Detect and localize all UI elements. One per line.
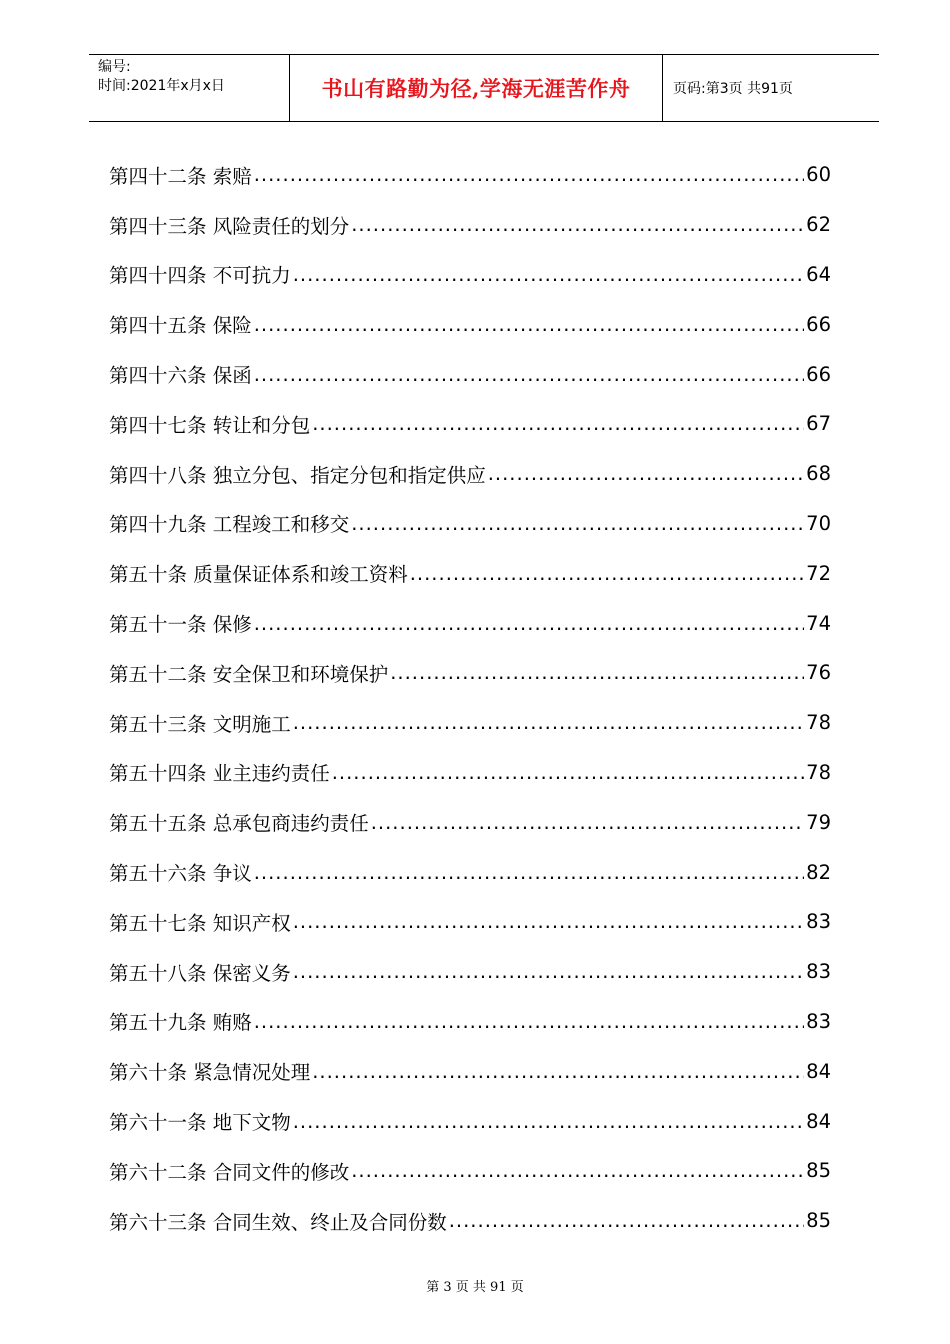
toc-dot-leader (351, 1159, 804, 1182)
header-page-info: 页码:第3页 共91页 (673, 81, 793, 97)
toc-dot-leader (351, 512, 804, 535)
toc-entry[interactable] (109, 399, 831, 449)
toc-entry-page: 72 (806, 561, 831, 585)
toc-entry-page: 82 (806, 860, 831, 884)
toc-dot-leader (312, 1060, 804, 1083)
toc-dot-leader (254, 861, 804, 884)
toc-entry-title: 第五十一条 保修 (109, 613, 252, 637)
toc-entry-title: 第六十一条 地下文物 (109, 1111, 291, 1135)
toc-entry-page: 85 (806, 1159, 831, 1183)
toc-entry[interactable] (109, 748, 831, 798)
toc-entry-page: 78 (806, 711, 831, 735)
toc-entry[interactable] (109, 499, 831, 549)
toc-dot-leader (293, 960, 804, 983)
toc-entry[interactable] (109, 1146, 831, 1196)
toc-entry-title: 第六十二条 合同文件的修改 (109, 1160, 350, 1184)
table-of-contents (109, 150, 831, 1246)
toc-entry-page: 83 (806, 910, 831, 934)
toc-dot-leader (254, 363, 804, 386)
toc-entry[interactable] (109, 698, 831, 748)
toc-entry[interactable] (109, 847, 831, 897)
toc-entry[interactable] (109, 997, 831, 1047)
toc-entry-page: 74 (806, 611, 831, 635)
toc-entry[interactable] (109, 648, 831, 698)
toc-dot-leader (449, 1209, 804, 1232)
page-header (89, 54, 879, 122)
toc-entry-title: 第六十条 紧急情况处理 (109, 1061, 311, 1085)
toc-entry-page: 84 (806, 1109, 831, 1133)
toc-entry[interactable] (109, 299, 831, 349)
toc-entry-title: 第五十四条 业主违约责任 (109, 762, 330, 786)
toc-entry[interactable] (109, 548, 831, 598)
toc-entry[interactable] (109, 1096, 831, 1146)
toc-dot-leader (410, 562, 804, 585)
toc-entry-page: 70 (806, 511, 831, 535)
toc-entry[interactable] (109, 150, 831, 200)
toc-entry[interactable] (109, 1046, 831, 1096)
header-meta (89, 55, 290, 121)
toc-entry-title: 第五十九条 贿赂 (109, 1011, 252, 1035)
toc-entry-title: 第五十七条 知识产权 (109, 911, 291, 935)
header-motto: 书山有路勤为径,学海无涯苦作舟 (290, 55, 663, 121)
toc-entry-title: 第四十七条 转让和分包 (109, 413, 311, 437)
toc-entry-page: 85 (806, 1209, 831, 1233)
toc-entry-title: 第四十九条 工程竣工和移交 (109, 513, 350, 537)
toc-entry-title: 第五十三条 文明施工 (109, 712, 291, 736)
code-label: 编号: (98, 59, 131, 75)
toc-entry-title: 第四十五条 保险 (109, 314, 252, 338)
toc-dot-leader (293, 711, 804, 734)
toc-entry-page: 67 (806, 412, 831, 436)
toc-dot-leader (254, 1010, 804, 1033)
toc-entry-title: 第四十二条 索赔 (109, 164, 252, 188)
toc-dot-leader (488, 462, 804, 485)
toc-entry[interactable] (109, 947, 831, 997)
toc-entry[interactable] (109, 449, 831, 499)
toc-entry-page: 60 (806, 163, 831, 187)
toc-entry-title: 第五十八条 保密义务 (109, 961, 291, 985)
toc-entry-title: 第四十四条 不可抗力 (109, 264, 291, 288)
toc-entry-page: 83 (806, 1009, 831, 1033)
toc-dot-leader (254, 612, 804, 635)
toc-entry-page: 76 (806, 661, 831, 685)
toc-entry-page: 66 (806, 312, 831, 336)
toc-entry-page: 64 (806, 262, 831, 286)
toc-dot-leader (351, 213, 804, 236)
toc-entry-page: 66 (806, 362, 831, 386)
toc-entry-title: 第五十六条 争议 (109, 862, 252, 886)
toc-entry[interactable] (109, 1196, 831, 1246)
toc-dot-leader (332, 761, 804, 784)
toc-entry[interactable] (109, 797, 831, 847)
toc-entry-title: 第五十二条 安全保卫和环境保护 (109, 662, 389, 686)
toc-dot-leader (254, 313, 804, 336)
toc-entry-page: 83 (806, 960, 831, 984)
toc-entry-page: 84 (806, 1059, 831, 1083)
toc-entry[interactable] (109, 349, 831, 399)
toc-entry-title: 第四十六条 保函 (109, 364, 252, 388)
toc-entry-title: 第六十三条 合同生效、终止及合同份数 (109, 1210, 447, 1234)
toc-entry-page: 79 (806, 810, 831, 834)
toc-entry[interactable] (109, 200, 831, 250)
time-label: 时间:2021年x月x日 (98, 78, 225, 94)
toc-entry-title: 第四十三条 风险责任的划分 (109, 214, 350, 238)
toc-dot-leader (293, 263, 804, 286)
toc-dot-leader (254, 163, 804, 186)
toc-entry[interactable] (109, 897, 831, 947)
toc-dot-leader (390, 661, 804, 684)
toc-dot-leader (293, 910, 804, 933)
toc-entry-title: 第五十条 质量保证体系和竣工资料 (109, 563, 408, 587)
toc-entry-title: 第四十八条 独立分包、指定分包和指定供应 (109, 463, 486, 487)
toc-entry[interactable] (109, 250, 831, 300)
toc-entry[interactable] (109, 598, 831, 648)
toc-entry-page: 62 (806, 213, 831, 237)
toc-entry-title: 第五十五条 总承包商违约责任 (109, 812, 369, 836)
toc-dot-leader (371, 811, 804, 834)
page-footer: 第 3 页 共 91 页 (426, 1280, 524, 1295)
toc-entry-page: 78 (806, 760, 831, 784)
toc-entry-page: 68 (806, 462, 831, 486)
toc-dot-leader (312, 412, 804, 435)
toc-dot-leader (293, 1110, 804, 1133)
